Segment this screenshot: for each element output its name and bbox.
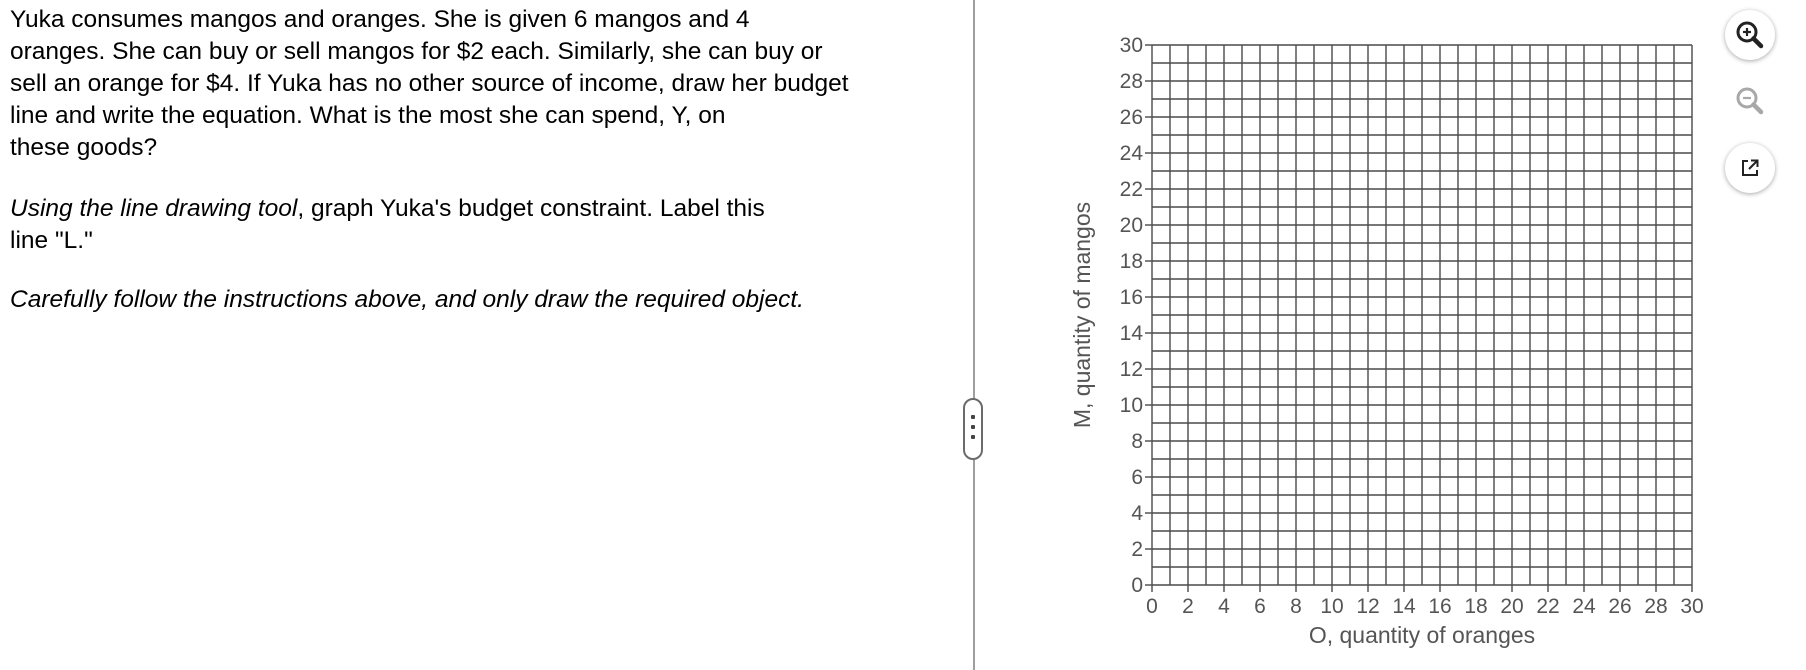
x-tick-label: 16 (1428, 595, 1452, 618)
y-tick-label: 8 (1131, 430, 1143, 453)
y-tick-label: 24 (1119, 142, 1143, 165)
popout-icon (1735, 153, 1765, 183)
instruction-text: , graph Yuka's budget constraint. Label this line "L." (10, 195, 765, 254)
handle-dot (971, 435, 975, 439)
x-tick-label: 2 (1182, 595, 1194, 618)
x-tick-label: 8 (1290, 595, 1302, 618)
x-tick-label: 30 (1680, 595, 1704, 618)
y-tick-label: 16 (1119, 286, 1143, 309)
x-tick-label: 18 (1464, 595, 1488, 618)
x-tick-label: 26 (1608, 595, 1632, 618)
y-tick-label: 28 (1119, 70, 1143, 93)
y-tick-label: 20 (1119, 214, 1143, 237)
x-tick-label: 4 (1218, 595, 1230, 618)
x-axis-label: O, quantity of oranges (1308, 622, 1536, 648)
x-tick-label: 12 (1356, 595, 1380, 618)
zoom-out-icon (1732, 83, 1768, 119)
x-tick-label: 22 (1536, 595, 1560, 618)
y-tick-label: 18 (1119, 250, 1143, 273)
y-tick-label: 0 (1131, 574, 1143, 597)
zoom-out-button[interactable] (1725, 76, 1775, 126)
budget-graph[interactable] (1060, 20, 1720, 660)
x-tick-label: 0 (1146, 595, 1158, 618)
x-tick-label: 24 (1572, 595, 1596, 618)
y-axis-label: M, quantity of mangos (1069, 201, 1095, 429)
handle-dot (971, 425, 975, 429)
y-tick-label: 6 (1131, 466, 1143, 489)
y-tick-label: 26 (1119, 106, 1143, 129)
y-tick-label: 4 (1131, 502, 1143, 525)
y-tick-label: 14 (1119, 322, 1143, 345)
caution-paragraph: Carefully follow the instructions above, and only draw the required object. (10, 286, 804, 313)
x-tick-label: 20 (1500, 595, 1524, 618)
pane-divider (973, 0, 975, 670)
question-paragraph: Yuka consumes mangos and oranges. She is given 6 mangos and 4 oranges. She can buy or sell mangos for $2 each. Similarly, she can buy or sell an orange for $4. If Yuka has no other source of income, draw her budget line and write the equation. What is the most she can spend, Y, on these goods? (10, 6, 849, 161)
y-tick-label: 12 (1119, 358, 1143, 381)
zoom-in-button[interactable] (1725, 10, 1775, 60)
y-tick-label: 22 (1119, 178, 1143, 201)
x-tick-label: 28 (1644, 595, 1668, 618)
graph-toolbar (1725, 8, 1785, 188)
y-tick-label: 2 (1131, 538, 1143, 561)
x-tick-label: 10 (1320, 595, 1344, 618)
x-tick-label: 14 (1392, 595, 1416, 618)
pane-resize-handle[interactable] (963, 398, 983, 460)
handle-dot (971, 415, 975, 419)
y-tick-label: 10 (1119, 394, 1143, 417)
zoom-in-icon (1732, 17, 1768, 53)
instruction-paragraph (10, 193, 910, 257)
popout-button[interactable] (1725, 143, 1775, 193)
y-tick-label: 30 (1119, 34, 1143, 57)
instruction-emphasis: Using the line drawing tool (10, 195, 298, 222)
graph-area[interactable] (1060, 20, 1720, 660)
x-tick-label: 6 (1254, 595, 1266, 618)
